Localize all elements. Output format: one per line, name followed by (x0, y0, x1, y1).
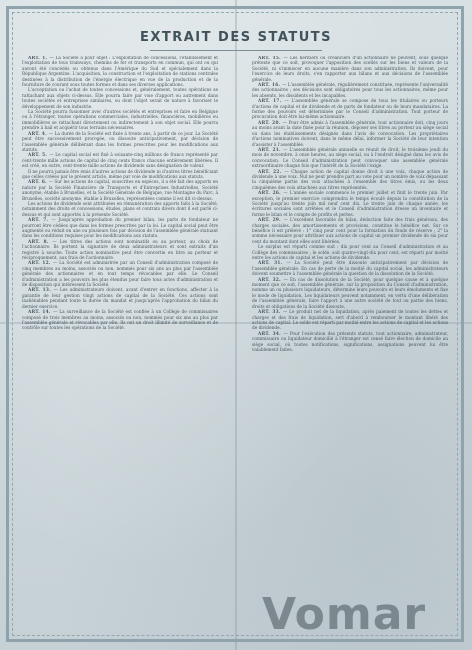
statute-paragraph (22, 180, 218, 202)
article-text: — Chaque action de capital donne droit à une voix, chaque action de dividende à une voix. Nul ne peut prendre part au vote pour un nombre de voix dépassant la cinquième partie des voix attachées à l'ensemble des titres émis, ou les deux cinquièmes des voix attachées aux titres représentés. (252, 169, 448, 191)
statute-paragraph (22, 261, 218, 288)
statutes-right-column (252, 56, 448, 622)
statute-paragraph (22, 110, 218, 132)
statute-paragraph (252, 332, 448, 354)
statutes-left-column (22, 56, 218, 622)
statute-paragraph (22, 310, 218, 332)
statute-paragraph (252, 121, 448, 148)
article-text: — La surveillance de la Société est confiée à un Collège de commissaires composé de trois membres au moins, associés ou non, nommés pour six ans au plus par l'assemblée générale et révocables par elle. Ils ont un droit illimité de surveillance et de contrôle sur toutes les opérations de la Société. (22, 310, 218, 332)
article-text: — Pour l'exécution des présents statuts, tout actionnaire, administrateur, commissaire ou liquidateur domicilié à l'étranger est censé faire élection de domicile au siège social, où toutes notifications, significations, assignations peuvent lui être valablement faites. (252, 331, 448, 353)
article-text: — Les héritiers ou créanciers d'un actionnaire ne peuvent, sous quelque prétexte que ce soit, provoquer l'apposition des scellés sur les biens et valeurs de la Société, ni s'immiscer en aucune manière dans son administration. Ils doivent, pour l'exercice de leurs droits, s'en rapporter aux bilans et aux décisions de l'assemblée générale. (252, 56, 448, 83)
article-number: ART. 12. (28, 261, 53, 267)
article-number: ART. 26. (258, 191, 284, 197)
article-number: ART. 21. (258, 147, 284, 153)
article-text: — La Société peut être dissoute anticipativement par décision de l'assemblée générale. En cas de perte de la moitié du capital social, les administrateurs doivent soumettre à l'assemblée générale la question de la dissolution de la Société. (252, 261, 448, 278)
article-text: Le surplus est réparti comme suit : dix pour cent au Conseil d'administration et au Collège des commissaires ; le solde, soit quatre-vingt-dix pour cent, est réparti par moitié entre les actions de capital et les actions de dividende. (252, 245, 448, 262)
article-text: — La durée de la Société est fixée à trente ans, à partir de ce jour. La Société peut être successivement prorogée, ou dissoute anticipativement, par décision de l'assemblée générale délibérant dans les formes prescrites pour les modifications aux statuts. (22, 131, 218, 153)
article-number: ART. 5. (28, 153, 50, 159)
watermark-logo: Vomar (262, 589, 427, 640)
article-text: — Les administrateurs doivent, avant d'entrer en fonctions, affecter à la garantie de leur gestion vingt actions de capital de la Société. Ces actions sont inaliénables pendant toute la durée du mandat et jusqu'après l'approbation du bilan du dernier exercice. (22, 288, 218, 310)
article-number: ART. 15. (258, 56, 284, 61)
article-number: ART. 7. (28, 218, 52, 224)
statute-paragraph (252, 218, 448, 245)
article-number: ART. 29. (258, 218, 284, 224)
article-text: L'acceptation ou l'achat de toutes concessions et, généralement, toutes opérations se rattachant aux objets ci-dessus. Elle pourra faire par voie d'apport ou autrement dans toutes sociétés et entreprises similaires, ou dont l'objet serait de nature à favoriser le développement de son industrie. (22, 88, 218, 110)
article-number: ART. 8. (28, 239, 53, 245)
statute-paragraph (252, 170, 448, 192)
article-text: — L'assemblée générale annuelle se réunit de droit, le troisième jeudi du mois de novembre, à onze heures, au siège social, ou à l'endroit désigné dans les avis de convocation. Le Conseil d'administration peut convoquer une assemblée générale extraordinaire chaque fois que l'intérêt de la Société l'exige. (252, 147, 448, 170)
article-text: — Jusqu'après approbation du premier bilan, les parts de fondateur ne pourront être cédées que dans les formes prescrites par la loi. Le capital social peut être augmenté ou réduit en une ou plusieurs fois par décision de l'assemblée générale statuant dans les conditions requises pour les modifications aux statuts. (22, 218, 218, 240)
article-text: — La Société a pour objet : L'exploitation de concessions, l'établissement et l'exploitation de tous tramways, chemins de fer et transports en commun, qui ont ou qui auront été concédés ou obtenus dans l'Amérique du Sud et spécialement dans la République Argentine. L'acquisition, la construction et l'exploitation de stations centrales destinées à la distribution de l'énergie électrique en vue de la production et de la fourniture de courant sous toutes formes et dans ses diverses applications. (22, 56, 218, 89)
statute-paragraph (252, 261, 448, 277)
article-text: — Pour être admis à l'assemblée générale, tout actionnaire doit, cinq jours au moins avant la date fixée pour la réunion, déposer ses titres au porteur au siège social ou dans les établissements désignés dans l'avis de convocation. Les propriétaires d'actions nominatives doivent, dans le même délai, informer la Société de leur intention d'assister à l'assemblée. (252, 120, 448, 148)
article-number: ART. 4. (28, 131, 49, 137)
document-title: EXTRAIT DES STATUTS (139, 30, 333, 45)
statute-paragraph (252, 310, 448, 332)
article-text: — L'assemblée générale, régulièrement constituée, représente l'universalité des actionnaires ; ses décisions sont obligatoires pour tous les actionnaires, même pour les absents, les dissidents et les incapables. (252, 83, 448, 99)
statute-paragraph (22, 202, 218, 218)
statute-paragraph (22, 153, 218, 169)
article-text: — L'assemblée générale se compose de tous les titulaires ou porteurs d'actions de capital et de dividende et de parts de fondateur ou de leurs mandataires. La forme des pouvoirs est déterminée par le Conseil d'administration. Tout porteur de procuration doit être lui-même actionnaire. (252, 99, 448, 121)
statute-paragraph (252, 148, 448, 170)
statute-paragraph (22, 240, 218, 262)
article-text: — L'année sociale commence le premier juillet et finit le trente juin. Par exception, le premier exercice comprendra le temps écoulé depuis la constitution de la Société jusqu'au trente juin mil neuf cent dix. Le trente juin de chaque année, les écritures sociales sont arrêtées et le Conseil d'administration dresse un inventaire et forme le bilan et le compte de profits et pertes. (252, 191, 448, 218)
article-number: ART. 13. (28, 288, 54, 294)
article-number: ART. 34. (258, 331, 284, 337)
article-number: ART. 31. (258, 261, 287, 267)
statute-paragraph (252, 245, 448, 261)
article-number: ART. 20. (258, 120, 283, 126)
statute-paragraph (252, 83, 448, 99)
article-text: — Le produit net de la liquidation, après paiement de toutes les dettes et charges et des frais de liquidation, sert d'abord à rembourser le montant libéré des actions de capital. Le solde est réparti par moitié entre les actions de capital et les actions de dividende. (252, 310, 448, 332)
article-text: Les actions de dividende sont attribuées en rémunération des apports faits à la Société, notamment des droits et concessions, études, plans et contrats divers dont il est parlé ci-dessus et qui sont apportés à la présente Société. (22, 201, 218, 218)
article-number: ART. 32. (258, 277, 284, 283)
article-number: ART. 33. (258, 310, 283, 316)
article-text: — La Société est administrée par un Conseil d'administration composé de cinq membres au moins, associés ou non, nommés pour six ans au plus par l'assemblée générale des actionnaires et en tout temps révocables par elle. Le Conseil d'administration a les pouvoirs les plus étendus pour faire tous actes d'administration et de disposition qui intéressent la Société. (22, 261, 218, 289)
statute-paragraph (252, 191, 448, 218)
article-number: ART. 22. (258, 169, 285, 175)
statute-paragraph (22, 132, 218, 154)
statute-paragraph (22, 56, 218, 88)
title-underline (150, 50, 322, 51)
statute-paragraph (252, 278, 448, 310)
article-number: ART. 14. (28, 310, 54, 316)
article-text: — Le capital social est fixé à soixante-cinq millions de francs représenté par cent-trente mille actions de capital de cinq cents francs chacune entièrement libérées. Il est créé, en outre, cent-trente mille actions de dividende sans désignation de valeur. (22, 153, 218, 170)
statute-paragraph (252, 56, 448, 83)
article-text: Il ne pourra jamais être émis d'autres actions de dividende ni d'autres titres bénéficiant que celles créées par le présent article, même par voie de modifications aux statuts. (22, 169, 218, 180)
article-text: La Société pourra fusionner avec d'autres sociétés et entreprises et faire en Belgique ou à l'étranger, toutes opérations commerciales, industrielles, financières, mobilières ou immobilières se rattachant directement ou indirectement à son objet social. Elle pourra prendre à bail et acquérir tous terrains nécessaires. (22, 110, 218, 132)
article-text: — L'excédent favorable du bilan, déduction faite des frais généraux, des charges sociales, des amortissements et provisions, constitue le bénéfice net. Sur ce bénéfice il est prélevé : 1° cinq pour cent pour la formation du fonds de réserve ; 2° la somme nécessaire pour attribuer aux actions de capital un premier dividende de six pour cent du montant dont elles sont libérées. (252, 218, 448, 245)
statute-paragraph (22, 288, 218, 310)
statute-paragraph (22, 170, 218, 181)
article-number: ART. 1. (28, 56, 50, 61)
statute-paragraph (22, 218, 218, 240)
statute-paragraph (252, 99, 448, 121)
article-number: ART. 17. (258, 99, 285, 105)
article-text: — Les titres des actions sont nominatifs ou au porteur, au choix de l'actionnaire. Ils portent la signature de deux administrateurs et sont extraits d'un registre à souche. Toute action nominative peut être convertie en titre au porteur et réciproquement, aux frais de l'actionnaire. (22, 239, 218, 262)
article-number: ART. 6. (28, 180, 49, 186)
article-text: — Sur les actions de capital, souscrites en espèces, il a été fait des apports en nature par la Société Financière de Transports et d'Entreprises Industrielles, Société anonyme, établie à Bruxelles, et la Société Générale de Belgique, rue Montagne du Parc, à Bruxelles, société anonyme, établie à Bruxelles, représentées comme il est dit ci-dessus. (22, 180, 218, 202)
statute-paragraph (22, 88, 218, 110)
article-text: — En cas de dissolution de la Société, pour quelque cause et à quelque moment que ce soit, l'assemblée générale, sur la proposition du Conseil d'administration, nomme un ou plusieurs liquidateurs, détermine leurs pouvoirs et leurs émoluments et fixe le mode de liquidation. Les liquidateurs peuvent notamment, en vertu d'une délibération de l'assemblée générale, faire l'apport à une autre société de tout ou partie des biens, droits et obligations de la Société dissoute. (252, 277, 448, 310)
article-number: ART. 16. (258, 83, 283, 89)
